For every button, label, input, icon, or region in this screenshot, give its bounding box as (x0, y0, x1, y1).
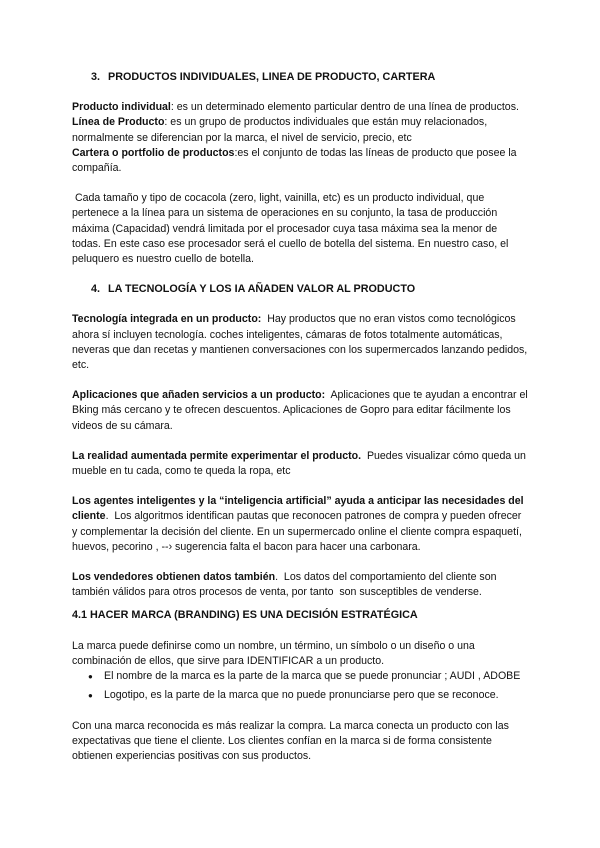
brand-bullet-list (72, 669, 528, 703)
paragraph-augmented-reality: La realidad aumentada permite experimentar el producto. Puedes visualizar cómo queda un mueble en tu cada, como te queda la ropa, etc (72, 449, 529, 478)
brand-intro: La marca puede definirse como un nombre, un término, un símbolo o un diseño o una combinación de ellos, que sirve para IDENTIFICAR a un producto. (72, 639, 475, 667)
section-3-title: PRODUCTOS INDIVIDUALES, LINEA DE PRODUCTO, CARTERA (108, 71, 436, 83)
paragraph-ai-agents: Los agentes inteligentes y la “inteligencia artificial” ayuda a anticipar las necesidades del cliente. Los algoritmos identifican pautas que reconocen patrones de compra y pueden ofrecer y complementar la decisión del cliente. En un supermercado online el cliente compra espaquetí, huevos, pecorino , --› sugerencia falta el bacon para hacer una carbonara. (72, 495, 527, 553)
paragraph-integrated-technology: Tecnología integrada en un producto: Hay productos que no eran vistos como tecnológicos ahora sí incluyen tecnología. coches inteligentes, cámaras de fotos totalmente automáticas, neveras que dan recetas y mantienen conversaciones con los supermercados lanzando pedidos, etc. (72, 313, 531, 372)
definition-product-line: Línea de Producto: es un grupo de productos individuales que están muy relacionados, normalmente se diferencian por la marca, el nivel de servicio, precio, etc (72, 116, 488, 144)
document-page (72, 58, 531, 764)
section-4-1-heading: 4.1 HACER MARCA (BRANDING) ES UNA DECISIÓN ESTRATÉGICA (72, 609, 418, 622)
section-4-number: 4. (91, 283, 101, 296)
list-item: ● Logotipo, es la parte de la marca que no puede pronunciarse pero que se reconoce. (104, 688, 528, 703)
term-product-line: Línea de Producto (72, 116, 165, 129)
section-3-number: 3. (91, 71, 101, 83)
example-paragraph: Cada tamaño y tipo de cocacola (zero, light, vainilla, etc) es un producto individual, que pertenece a la línea para un sistema de operaciones en su conjunto, la tasa de producción máxima (Capacidad) vendrá limitada por el procesador cuya tasa máxima sea la menor de todas. En este caso ese procesador será el cuello de botella del sistema. En nuestro caso, el peluquero es nuestro cuello de botella. (72, 192, 512, 266)
section-3-heading (72, 70, 528, 85)
section-4-title: LA TECNOLOGÍA Y LOS IA AÑADEN VALOR AL PRODUCTO (108, 283, 416, 296)
paragraph-apps: Aplicaciones que añaden servicios a un producto: Aplicaciones que te ayudan a encontrar el Bking más cercano y te ofrecen descuentos. Aplicaciones de Gopro para editar fácilmente los videos de su cámara. (72, 389, 531, 432)
list-item: ● El nombre de la marca es la parte de la marca que se puede pronunciar ; AUDI , ADOBE (104, 669, 528, 684)
term-portfolio: Cartera o portfolio de productos (72, 146, 235, 159)
definition-individual-product: Producto individual: es un determinado elemento particular dentro de una línea de productos. (72, 101, 519, 114)
brand-closing: Con una marca reconocida es más realizar la compra. La marca conecta un producto con las expectativas que tiene el cliente. Los clientes confían en la marca si de forma consistente obtienen experiencias positivas con sus productos. (72, 719, 509, 762)
definition-portfolio: Cartera o portfolio de productos:es el conjunto de todas las líneas de producto que posee la compañía. (72, 146, 517, 175)
section-4-heading (72, 282, 528, 297)
paragraph-sellers-data: Los vendedores obtienen datos también. Los datos del comportamiento del cliente son también válidos para otros procesos de venta, por tanto son susceptibles de venderse. (72, 571, 500, 599)
term-individual-product: Producto individual (72, 101, 171, 114)
